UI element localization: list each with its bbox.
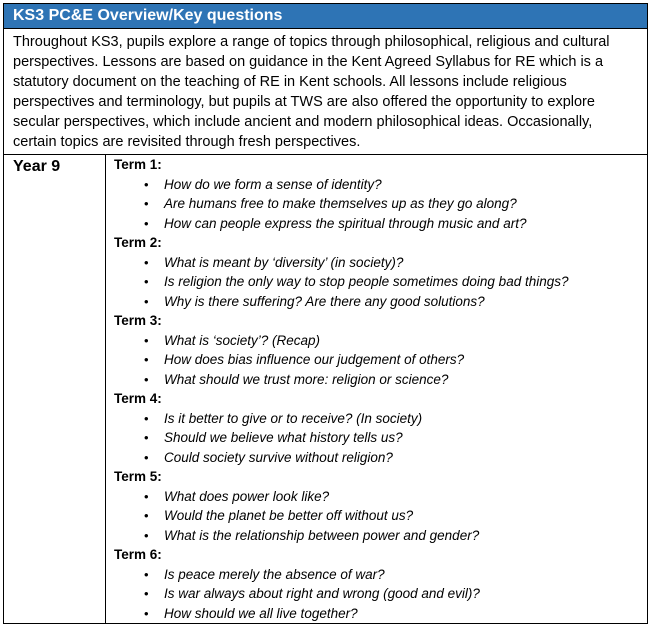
table-title: KS3 PC&E Overview/Key questions xyxy=(4,4,647,29)
question-item xyxy=(114,350,641,370)
bullet-icon: • xyxy=(144,332,149,348)
question-item xyxy=(114,409,641,429)
intro-paragraph: Throughout KS3, pupils explore a range of topics through philosophical, religious and cultural perspectives. Lessons are based on guidance in the Kent Agreed Syllabus for RE which is a statutory document on the teaching of RE in Kent schools. All lessons include religious perspectives and terminology, but pupils at TWS are also offered the opportunity to explore secular perspectives, which include ancient and modern philosophical ideas. Occasionally, certain topics are revisited through fresh perspectives. xyxy=(4,29,647,155)
bullet-icon: • xyxy=(144,508,149,523)
question-item xyxy=(114,428,641,448)
question-list xyxy=(114,253,641,312)
question-item xyxy=(114,604,641,624)
question-text: What is ‘society’? (Recap) xyxy=(164,332,321,348)
question-item xyxy=(114,253,641,273)
bullet-icon: • xyxy=(144,605,149,621)
bullet-icon: • xyxy=(144,293,149,309)
term-section xyxy=(114,389,641,467)
bullet-icon: • xyxy=(144,449,149,465)
question-item xyxy=(114,214,641,234)
question-item xyxy=(114,526,641,546)
term-heading: Term 1: xyxy=(114,157,162,172)
bullet-icon: • xyxy=(144,215,149,231)
term-section xyxy=(114,311,641,389)
question-item xyxy=(114,487,641,507)
term-section xyxy=(114,155,641,233)
term-heading: Term 6: xyxy=(114,547,162,562)
bullet-icon: • xyxy=(144,352,149,367)
year-row xyxy=(4,155,647,623)
question-text: Should we believe what history tells us? xyxy=(164,430,403,445)
question-item xyxy=(114,175,641,195)
question-text: What does power look like? xyxy=(164,488,330,504)
question-list xyxy=(114,331,641,390)
question-list xyxy=(114,487,641,546)
term-section xyxy=(114,467,641,545)
question-text: Would the planet be better off without us? xyxy=(164,508,414,523)
term-section xyxy=(114,233,641,311)
bullet-icon: • xyxy=(144,176,149,192)
question-text: Are humans free to make themselves up as they go along? xyxy=(164,196,517,211)
question-list xyxy=(114,175,641,234)
question-item xyxy=(114,370,641,390)
question-text: Is war always about right and wrong (good and evil)? xyxy=(164,586,480,601)
question-item xyxy=(114,272,641,292)
question-item xyxy=(114,565,641,585)
bullet-icon: • xyxy=(144,430,149,445)
term-heading: Term 3: xyxy=(114,313,162,328)
bullet-icon: • xyxy=(144,488,149,504)
question-list xyxy=(114,565,641,624)
year-label: Year 9 xyxy=(4,155,106,623)
question-text: How do we form a sense of identity? xyxy=(164,176,382,192)
question-text: What should we trust more: religion or science? xyxy=(164,371,449,387)
bullet-icon: • xyxy=(144,527,149,543)
bullet-icon: • xyxy=(144,254,149,270)
question-text: Is religion the only way to stop people sometimes doing bad things? xyxy=(164,274,569,289)
question-text: How can people express the spiritual through music and art? xyxy=(164,215,527,231)
question-item xyxy=(114,194,641,214)
bullet-icon: • xyxy=(144,196,149,211)
bullet-icon: • xyxy=(144,566,149,582)
bullet-icon: • xyxy=(144,410,149,426)
term-heading: Term 2: xyxy=(114,235,162,250)
question-text: How should we all live together? xyxy=(164,605,358,621)
question-item xyxy=(114,331,641,351)
question-text: Why is there suffering? Are there any good solutions? xyxy=(164,293,485,309)
bullet-icon: • xyxy=(144,586,149,601)
question-text: What is the relationship between power and gender? xyxy=(164,527,480,543)
question-text: Is it better to give or to receive? (In society) xyxy=(164,410,423,426)
question-text: What is meant by ‘diversity’ (in society)? xyxy=(164,254,404,270)
term-heading: Term 4: xyxy=(114,391,162,406)
bullet-icon: • xyxy=(144,371,149,387)
question-item xyxy=(114,584,641,604)
question-text: Could society survive without religion? xyxy=(164,449,393,465)
question-list xyxy=(114,409,641,468)
question-item xyxy=(114,292,641,312)
question-item xyxy=(114,506,641,526)
question-text: How does bias influence our judgement of others? xyxy=(164,352,465,367)
question-text: Is peace merely the absence of war? xyxy=(164,566,385,582)
term-heading: Term 5: xyxy=(114,469,162,484)
terms-cell xyxy=(106,155,647,623)
term-section xyxy=(114,545,641,623)
overview-table xyxy=(3,3,648,624)
question-item xyxy=(114,448,641,468)
bullet-icon: • xyxy=(144,274,149,289)
